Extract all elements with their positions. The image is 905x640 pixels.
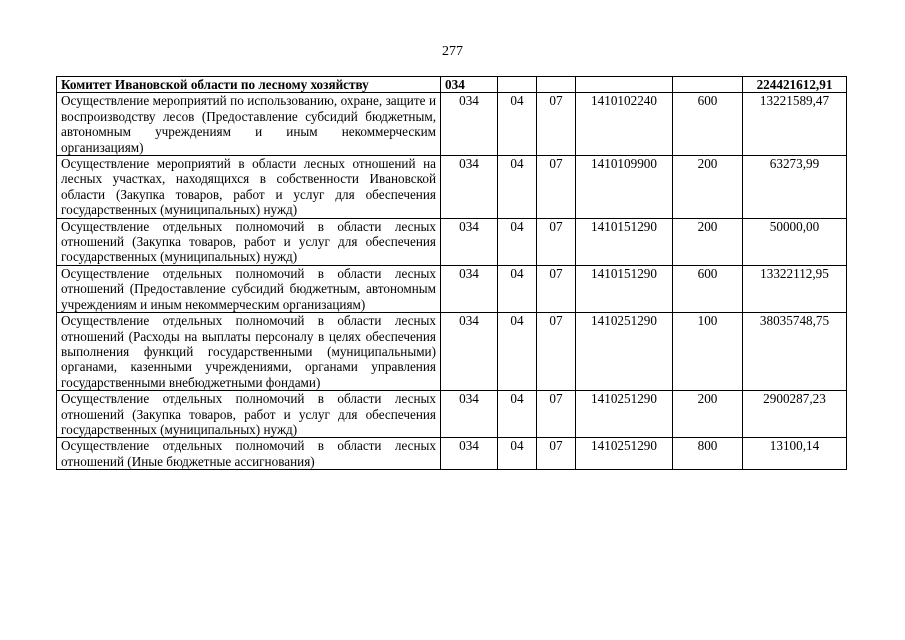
table-row bbox=[57, 313, 847, 391]
ministry-code-cell: 034 bbox=[441, 93, 498, 156]
amount-cell: 50000,00 bbox=[743, 218, 847, 265]
section-cell bbox=[498, 77, 537, 93]
amount-cell: 38035748,75 bbox=[743, 313, 847, 391]
amount-cell: 13100,14 bbox=[743, 438, 847, 470]
expense-type-cell: 200 bbox=[673, 156, 743, 219]
page-number: 277 bbox=[442, 44, 463, 59]
expense-description: Осуществление отдельных полномочий в области лесных отношений (Предоставление субсидий бюджетным, автономным учреждениям и иным некоммерческим организациям) bbox=[57, 265, 441, 312]
section-cell: 04 bbox=[498, 313, 537, 391]
target-article-cell: 1410251290 bbox=[576, 391, 673, 438]
subsection-cell: 07 bbox=[537, 218, 576, 265]
expense-type-cell: 600 bbox=[673, 93, 743, 156]
target-article-cell: 1410151290 bbox=[576, 265, 673, 312]
expense-description: Осуществление отдельных полномочий в области лесных отношений (Расходы на выплаты персоналу в целях обеспечения выполнения функций государственными (муниципальными) органами, казенными учреждениями, органами управления государственными внебюджетными фондами) bbox=[57, 313, 441, 391]
table-row bbox=[57, 438, 847, 470]
target-article-cell: 1410109900 bbox=[576, 156, 673, 219]
committee-name: Комитет Ивановской области по лесному хозяйству bbox=[57, 77, 441, 93]
amount-cell: 2900287,23 bbox=[743, 391, 847, 438]
expense-type-cell: 200 bbox=[673, 391, 743, 438]
section-cell: 04 bbox=[498, 93, 537, 156]
subsection-cell: 07 bbox=[537, 156, 576, 219]
subsection-cell: 07 bbox=[537, 391, 576, 438]
table-row bbox=[57, 391, 847, 438]
expense-type-cell: 100 bbox=[673, 313, 743, 391]
ministry-code-cell: 034 bbox=[441, 265, 498, 312]
table-row bbox=[57, 93, 847, 156]
amount-cell: 13322112,95 bbox=[743, 265, 847, 312]
subsection-cell: 07 bbox=[537, 265, 576, 312]
amount-cell: 63273,99 bbox=[743, 156, 847, 219]
expense-type-cell: 800 bbox=[673, 438, 743, 470]
target-article-cell: 1410102240 bbox=[576, 93, 673, 156]
ministry-code-cell: 034 bbox=[441, 391, 498, 438]
expense-description: Осуществление отдельных полномочий в области лесных отношений (Закупка товаров, работ и услуг для обеспечения государственных (муниципальных) нужд) bbox=[57, 218, 441, 265]
expense-description: Осуществление мероприятий в области лесных отношений на лесных участках, находящихся в собственности Ивановской области (Закупка товаров, работ и услуг для обеспечения государственных (муниципальных) нужд) bbox=[57, 156, 441, 219]
ministry-code-cell: 034 bbox=[441, 156, 498, 219]
expense-type-cell bbox=[673, 77, 743, 93]
expense-description: Осуществление отдельных полномочий в области лесных отношений (Закупка товаров, работ и услуг для обеспечения государственных (муниципальных) нужд) bbox=[57, 391, 441, 438]
section-cell: 04 bbox=[498, 218, 537, 265]
section-cell: 04 bbox=[498, 265, 537, 312]
target-article-cell bbox=[576, 77, 673, 93]
subsection-cell: 07 bbox=[537, 438, 576, 470]
expense-type-cell: 200 bbox=[673, 218, 743, 265]
table-row bbox=[57, 218, 847, 265]
amount-cell: 13221589,47 bbox=[743, 93, 847, 156]
target-article-cell: 1410251290 bbox=[576, 438, 673, 470]
committee-total-row bbox=[57, 77, 847, 93]
amount-cell: 224421612,91 bbox=[743, 77, 847, 93]
ministry-code-cell: 034 bbox=[441, 218, 498, 265]
table-row bbox=[57, 265, 847, 312]
budget-table bbox=[56, 76, 847, 470]
target-article-cell: 1410251290 bbox=[576, 313, 673, 391]
expense-description: Осуществление мероприятий по использованию, охране, защите и воспроизводству лесов (Предоставление субсидий бюджетным, автономным учреждениям и иным некоммерческим организациям) bbox=[57, 93, 441, 156]
subsection-cell: 07 bbox=[537, 93, 576, 156]
ministry-code-cell: 034 bbox=[441, 77, 498, 93]
expense-type-cell: 600 bbox=[673, 265, 743, 312]
section-cell: 04 bbox=[498, 438, 537, 470]
target-article-cell: 1410151290 bbox=[576, 218, 673, 265]
section-cell: 04 bbox=[498, 156, 537, 219]
ministry-code-cell: 034 bbox=[441, 438, 498, 470]
subsection-cell: 07 bbox=[537, 313, 576, 391]
budget-table-body bbox=[57, 77, 847, 470]
table-row bbox=[57, 156, 847, 219]
subsection-cell bbox=[537, 77, 576, 93]
expense-description: Осуществление отдельных полномочий в области лесных отношений (Иные бюджетные ассигнования) bbox=[57, 438, 441, 470]
ministry-code-cell: 034 bbox=[441, 313, 498, 391]
section-cell: 04 bbox=[498, 391, 537, 438]
